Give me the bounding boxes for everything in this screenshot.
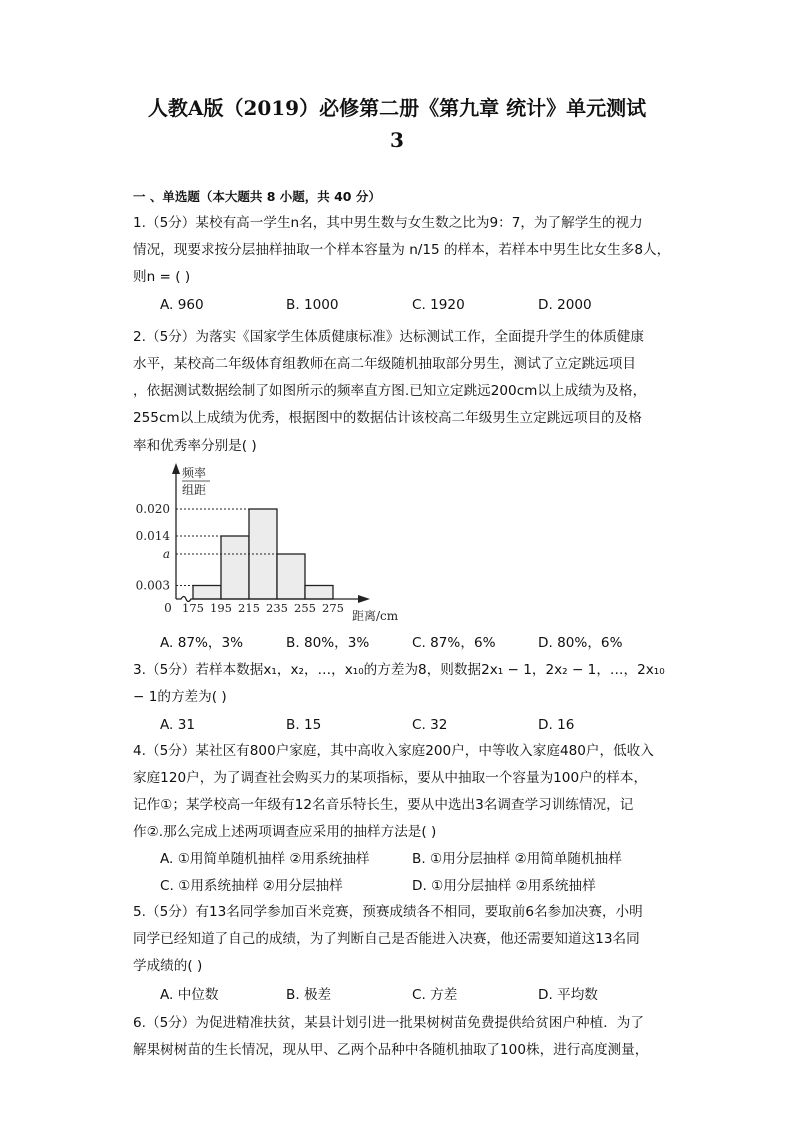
question-4-option-d[interactable]: D. ①用分层抽样 ②用系统抽样 xyxy=(412,878,596,894)
x-tick-label: 195 xyxy=(210,601,232,615)
question-6-text-line: 解果树树苗的生长情况，现从甲、乙两个品种中各随机抽取了100株，进行高度测量， xyxy=(133,1042,649,1058)
question-1-option-c[interactable]: C. 1920 xyxy=(412,297,465,313)
x-tick-label: 235 xyxy=(266,601,288,615)
origin-label: 0 xyxy=(164,601,172,615)
question-2-option-d[interactable]: D. 80%，6% xyxy=(538,635,623,651)
question-4-text-line: 作②.那么完成上述两项调查应采用的抽样方法是( ) xyxy=(133,824,437,840)
question-5-option-c[interactable]: C. 方差 xyxy=(412,987,458,1003)
question-2-text-line: 255cm以上成绩为优秀，根据图中的数据估计该校高二年级男生立定跳远项目的及格 xyxy=(133,410,642,426)
question-2-text-line: ，依据测试数据绘制了如图所示的频率直方图.已知立定跳远200cm以上成绩为及格， xyxy=(133,383,647,399)
y-tick-label: 0.014 xyxy=(135,529,170,543)
section-heading: 一 、单选题（本大题共 8 小题，共 40 分） xyxy=(133,189,381,204)
x-tick-label: 255 xyxy=(294,601,316,615)
y-tick-label: 0.003 xyxy=(135,578,170,593)
y-tick-label: a xyxy=(162,547,170,561)
histogram-bar xyxy=(193,586,221,600)
question-1-text-line: 则n = ( ) xyxy=(133,269,191,285)
question-4-text-line: 4.（5分）某社区有800户家庭，其中高收入家庭200户，中等收入家庭480户，低收入 xyxy=(133,743,654,759)
histogram-bar xyxy=(277,554,305,599)
frequency-histogram xyxy=(120,460,420,630)
question-3-option-d[interactable]: D. 16 xyxy=(538,717,575,733)
question-4-option-b[interactable]: B. ①用分层抽样 ②用简单随机抽样 xyxy=(412,851,622,867)
question-2-text-line: 水平，某校高二年级体育组教师在高二年级随机抽取部分男生，测试了立定跳远项目 xyxy=(133,356,636,372)
question-5-option-b[interactable]: B. 极差 xyxy=(286,987,332,1003)
question-4-text-line: 记作①；某学校高一年级有12名音乐特长生，要从中选出3名调查学习训练情况，记 xyxy=(133,797,634,813)
question-2-option-c[interactable]: C. 87%，6% xyxy=(412,635,496,651)
question-2-option-a[interactable]: A. 87%，3% xyxy=(160,635,244,651)
x-tick-label: 275 xyxy=(322,601,344,615)
question-4-option-a[interactable]: A. ①用简单随机抽样 ②用系统抽样 xyxy=(160,851,370,867)
question-5-text-line: 同学已经知道了自己的成绩，为了判断自己是否能进入决赛，他还需要知道这13名同 xyxy=(133,931,640,947)
histogram-bar xyxy=(221,536,249,599)
x-axis-arrow-icon xyxy=(358,595,370,603)
question-2-text-line: 2.（5分）为落实《国家学生体质健康标准》达标测试工作，全面提升学生的体质健康 xyxy=(133,329,644,345)
histogram-bar xyxy=(305,586,333,600)
question-3-option-b[interactable]: B. 15 xyxy=(286,717,322,733)
y-axis-arrow-icon xyxy=(172,463,180,474)
x-tick-label: 175 xyxy=(182,601,204,615)
question-3-option-a[interactable]: A. 31 xyxy=(160,717,195,733)
x-axis-label: 距离/cm xyxy=(352,609,399,623)
question-2-text-line: 率和优秀率分别是( ) xyxy=(133,438,257,454)
question-1-option-a[interactable]: A. 960 xyxy=(160,297,204,313)
y-tick-label: 0.020 xyxy=(135,502,170,516)
question-2-option-b[interactable]: B. 80%，3% xyxy=(286,635,370,651)
question-6-text-line: 6.（5分）为促进精准扶贫，某县计划引进一批果树树苗免费提供给贫困户种植．为了 xyxy=(133,1015,644,1031)
question-3-text-line: 3.（5分）若样本数据x₁，x₂，…，x₁₀的方差为8，则数据2x₁ − 1，2x₂ − 1，…，2x₁₀ xyxy=(133,662,665,678)
x-tick-label: 215 xyxy=(238,601,260,615)
y-axis-label-numerator: 频率 xyxy=(182,466,207,480)
question-3-text-line: − 1的方差为( ) xyxy=(133,689,227,705)
question-4-text-line: 家庭120户，为了调查社会购买力的某项指标，要从中抽取一个容量为100户的样本， xyxy=(133,770,648,786)
question-1-option-b[interactable]: B. 1000 xyxy=(286,297,339,313)
question-1-text-line: 情况，现要求按分层抽样抽取一个样本容量为 n/15 的样本，若样本中男生比女生多8人， xyxy=(133,242,671,258)
question-5-option-d[interactable]: D. 平均数 xyxy=(538,987,598,1003)
question-4-option-c[interactable]: C. ①用系统抽样 ②用分层抽样 xyxy=(160,878,343,894)
question-1-option-d[interactable]: D. 2000 xyxy=(538,297,592,313)
y-axis-label-denominator: 组距 xyxy=(182,483,207,497)
question-1-text-line: 1.（5分）某校有高一学生n名，其中男生数与女生数之比为9：7，为了解学生的视力 xyxy=(133,215,643,231)
document-title: 人教A版（2019）必修第二册《第九章 统计》单元测试 xyxy=(147,96,647,120)
question-3-option-c[interactable]: C. 32 xyxy=(412,717,448,733)
question-5-text-line: 5.（5分）有13名同学参加百米竞赛，预赛成绩各不相同，要取前6名参加决赛，小明 xyxy=(133,904,643,920)
document-title-continuation: 3 xyxy=(390,128,404,152)
question-5-text-line: 学成绩的( ) xyxy=(133,958,203,974)
question-5-option-a[interactable]: A. 中位数 xyxy=(160,987,219,1003)
